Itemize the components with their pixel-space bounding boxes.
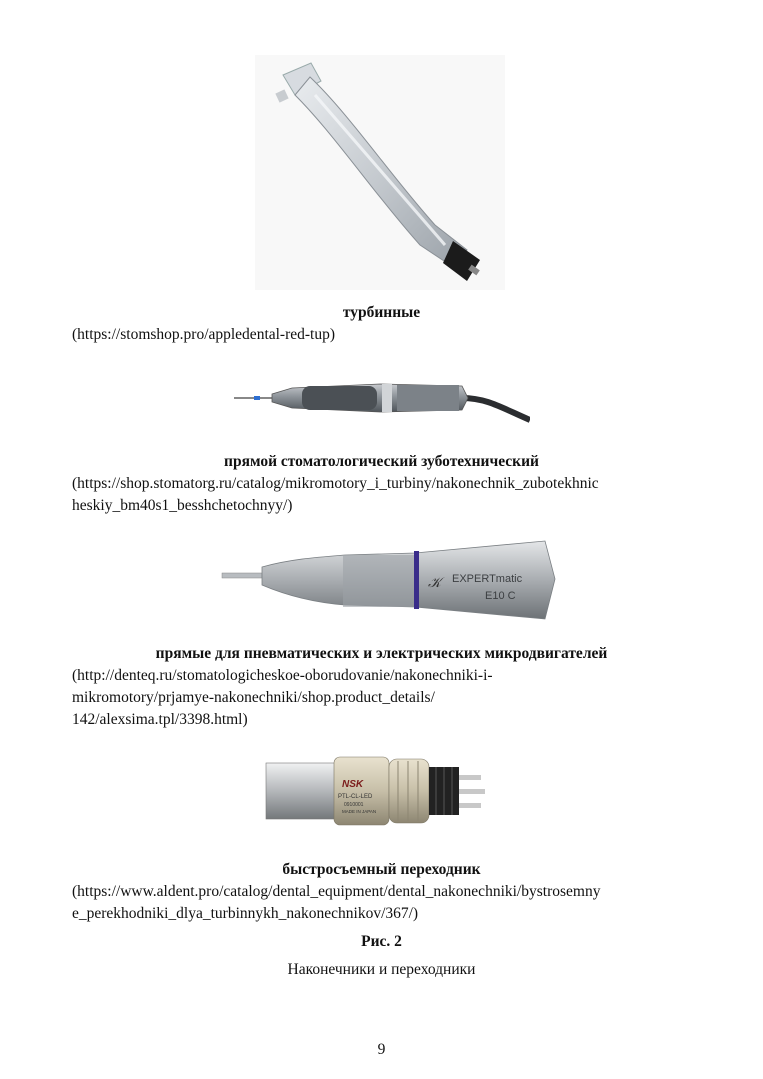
expertmatic-label: EXPERTmatic: [452, 573, 523, 585]
figure-caption-turbine: турбинные: [342, 304, 421, 321]
figure-source-straight-micromotor: (http://denteq.ru/stomatologicheskoe-oborudovanie/nakonechniki-i- mikromotory/prjamye-nakonechniki/shop.product_details/ 142/alexsima.tpl/3398.html): [72, 667, 493, 728]
figure-source-adapter: (https://www.aldent.pro/catalog/dental_equipment/dental_nakonechniki/bystrosemny e_perekhodniki_dlya_turbinnykh_nakonechnikov/367/): [72, 883, 601, 922]
figure-caption-adapter: быстросъемный переходник: [282, 861, 481, 878]
quick-coupling-adapter-image: [258, 735, 503, 850]
figure-title: Рис. 2: [361, 933, 402, 950]
straight-handpiece-expertmatic-image: [200, 525, 565, 633]
turbine-handpiece-image: [255, 55, 505, 290]
nsk-made-label: MADE IN JAPAN: [342, 809, 377, 814]
figure-caption-straight-lab: прямой стоматологический зуботехнический: [224, 453, 539, 470]
nsk-brand-label: NSK: [342, 779, 364, 790]
figure-source-straight-lab: (https://shop.stomatorg.ru/catalog/mikromotory_i_turbiny/nakonechnik_zubotekhnic heskiy_bm40s1_besshchetochnyy/): [72, 475, 599, 514]
expertmatic-brand-mark: 𝒦: [428, 575, 442, 591]
figure-source-turbine: (https://stomshop.pro/appledental-red-tup): [72, 326, 336, 343]
figure-subtitle: Наконечники и переходники: [287, 961, 476, 978]
figure-caption-straight-micromotor: прямые для пневматических и электрических микродвигателей: [155, 645, 608, 662]
page-number: 9: [377, 1041, 386, 1058]
straight-lab-handpiece-image: [232, 368, 530, 438]
nsk-serial-label: 0910001: [344, 802, 364, 808]
nsk-model-label: PTL-CL-LED: [338, 794, 373, 800]
expertmatic-model-label: E10 C: [485, 590, 516, 602]
